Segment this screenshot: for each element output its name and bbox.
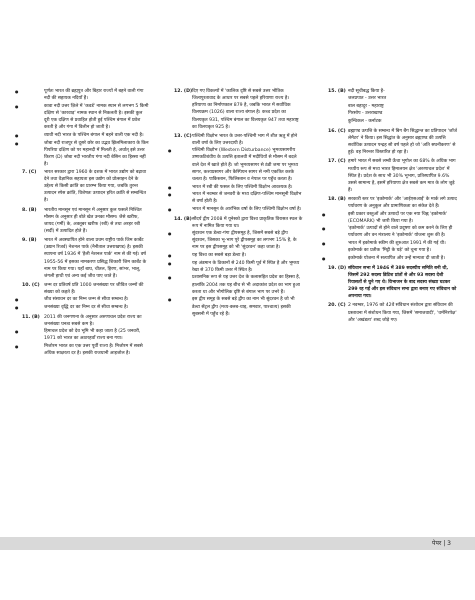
bullet-item	[168, 230, 303, 251]
bullet-icon: ●	[15, 132, 19, 138]
bullet-icon: ●	[15, 329, 19, 334]
answer-text: हमारे भारत में सबसे लम्बी ऊँचा भूगोल का 68% के अधिक भाग मध्यीय रूप से मध्य भारत हिमालयन क्षेत्र 'अरुणाचल प्रदेश' में स्थित है। प्रदेश के साथ भी 30% भूभाग, प्रतिस्थापित 9.6% उससे सामान्य है, इसमें हरियाणा क्षेत्र सबसे कम मात्र के लोग जुड़े हैं।	[348, 159, 456, 194]
bullet-text: सौंदर्य द्वीप 2008 में यूनेस्को द्वारा विश्व प्राकृतिक विरासत स्थल के रूप में नामित किया गया था।	[192, 216, 303, 229]
bullet-item	[15, 328, 149, 342]
answer-number: 17. (C)	[328, 159, 346, 165]
bullet-text: भारत में नवम्बर से जनवरी के मध्य दक्षिण-पश्चिम मानसूनी विक्षोभ से वर्षा होती है।	[192, 192, 302, 205]
bullet-item	[322, 225, 458, 239]
bullet-icon: ●	[168, 207, 172, 212]
bullet-text: जनसंख्या वृद्धि दर का निम्न दर से सीधा सम्बन्ध है।	[44, 305, 129, 311]
answer-text: भारत सरकार द्वारा 1960 के दशक में भारत उद्योग को बढ़ावा देने तथा वैज्ञानिक सहायता इस उद्योग को प्रोत्साहन देने के उद्देश्य से किसी क्रांति का प्रारम्भ किया गया, जबकि तुरन्त उत्पादन स्पेस क्रांति, विशेषतः उत्पादन हरित क्रांति से सम्बन्धित है।	[44, 169, 147, 204]
bullet-text: भारत में मानसून के आरंभिक वर्षा के लिए पश्चिमी विक्षोभ वर्षा है।	[192, 207, 302, 212]
answer-number: 7. (C)	[22, 169, 37, 175]
bullet-text: 'इकोमार्क' उत्पादों से होने वाले प्रदूषण को कम करने के लिए ही पर्यावरण और वन मंत्रालय ने 'इकोमार्क' योजना शुरू की है।	[348, 226, 453, 239]
bullet-item	[15, 103, 149, 132]
answer-number: 14. (B)	[174, 216, 192, 222]
bullet-text: 2011 की जनगणना के अनुसार अरुणाचल प्रदेश राज्य का जनसंख्या घनत्व सबसे कम है।	[44, 314, 142, 327]
bullet-icon: ●	[168, 184, 172, 190]
answer-column-3	[322, 88, 458, 326]
bullet-item	[15, 304, 149, 311]
bullet-text: व्यावी नदी भारत के पश्चिम बंगाल में बहने वाली एक नदी है।	[44, 132, 144, 138]
answer-item	[22, 237, 149, 280]
answer-item	[22, 282, 149, 296]
bullet-text: भारत में इकोमार्क स्कीम की शुरुआत 1991 में की गई थी। इकोमार्क का प्रतीक 'मिट्टी के घड़े' को चुना गया है।	[348, 241, 446, 254]
answer-item	[174, 216, 303, 230]
bullet-item	[168, 191, 303, 205]
bullet-item	[168, 206, 303, 213]
bullet-item	[15, 296, 149, 303]
bullet-text: सुंदरवन एक डेल्टा-गंगा द्वीपसमूह है, जिसमें सबसे बड़े द्वीप सुंदरवन, जिसका भू-भाग पूरे द्वीपसमूह का लगभग 15% है, के नाम पर इस द्वीपसमूह को भी 'सुंदरवन' कहा जाता है।	[192, 230, 297, 251]
bullet-icon: ●	[322, 255, 326, 261]
page-number: पेपर | 3	[432, 540, 451, 547]
bullet-icon: ●	[168, 230, 172, 236]
bullet-text: भारत में रबी की फसल के लिए पश्चिमी विक्षोभ आवश्यक है।	[192, 184, 293, 190]
bullet-icon: ●	[168, 297, 172, 303]
bullet-item	[322, 240, 458, 254]
bullet-item	[168, 274, 303, 295]
answer-number: 11. (B)	[22, 314, 40, 320]
bullet-text: यह विश्व का सबसे बड़ा डेल्टा है।	[192, 252, 247, 258]
answer-text: 2 नवम्बर, 1976 को 42वें संविधान संशोधन द्वारा संविधान की प्रस्तावना में संशोधन किया गया, जिसमें 'समाजवादी', 'धर्मनिरपेक्ष' और 'अखंडता' शब्द जोड़े गए।	[348, 303, 457, 323]
bullet-text: जन्म दर प्रतिवर्ष प्रति 1000 जनसंख्या पर जीवित जन्मों की संख्या को कहते हैं।	[44, 283, 144, 296]
bullet-text: कावा नदी उत्तर ज़िले में 'कवर्ड' नामक स्थान से लगभग 5 किमी दक्षिण से 'कारवाड़' नामक स्थान से निकलती है। इसकी कुल दूरी एक दक्षिण से प्रवाहित होती हुई पश्चिम बंगाल में प्रवेश करती है और गंगा में विलीन हो जाती है।	[44, 103, 149, 131]
bullet-icon: ●	[15, 297, 19, 303]
bullet-item	[168, 184, 303, 191]
answer-number: 20. (C)	[328, 303, 346, 309]
answer-number: 16. (C)	[328, 128, 346, 134]
spacer	[174, 318, 303, 320]
bullet-icon: ●	[15, 305, 19, 311]
bullet-icon: ●	[322, 226, 326, 232]
answer-number: 10. (C)	[22, 283, 40, 289]
answer-number: 18. (B)	[328, 197, 346, 203]
bullet-text: कुन्चिकल - कर्नाटक	[348, 119, 382, 125]
bullet-item	[15, 343, 149, 357]
bullet-item	[168, 296, 303, 317]
answer-text: ब्रह्माण्ड उत्पत्ति के सम्बन्ध में बिग बैंग सिद्धान्त का प्रतिपादन 'जॉर्ज लेमैटर' ने किया। इस सिद्धांत के अनुसार ब्रह्माण्ड की उत्पत्ति सर्वाधिक उत्पादन पन्द्रह सौ वर्ष पहले हो जो 'अति सघनीकरण' से हुई। वह निरन्तर विस्तारित हो रहा है।	[348, 128, 457, 156]
answer-column-2	[168, 88, 303, 320]
bullet-item	[328, 103, 458, 110]
bullet-text: जलप्रपात - उत्तर भारत	[348, 96, 387, 102]
answer-number: 19. (D)	[328, 265, 347, 271]
answer-number: 9. (B)	[22, 238, 37, 244]
bullet-item	[328, 118, 458, 125]
bullet-icon: ●	[168, 148, 172, 154]
bullet-text: प्रशासनिक रूप से यह उत्तर देश के कलासहित प्रदेश का हिस्सा है, हालांकि 2004 तक यह बीच से भी अदाकांश प्रदेश का भाग हुआ करता था और भौगोलिक दृष्टि से बंगाल भाग पर उभरे हैं।	[192, 275, 301, 295]
bullet-text: नदी सूचीबद्ध किया है-	[348, 89, 385, 94]
answer-item	[22, 314, 149, 328]
bullet-item	[322, 255, 458, 262]
answer-number: 12. (D)	[174, 89, 193, 94]
answer-column-1	[15, 88, 149, 360]
answer-item	[328, 128, 458, 157]
answer-text: भारतीय मानसून एवं मानसून में अनुसार कुल फसलें निश्चित मौसम के अनुसार ही बोते खेत उनका मौसम। जैसे खरीफ, जायद (गर्मी) के, अक्तूबर खरीफ (रबी) से तथा अरहर रबी (सर्दी) में उत्पादित होते हैं।	[44, 207, 142, 234]
answer-item	[328, 196, 458, 210]
bullet-item	[15, 140, 149, 169]
bullet-text: जोबा नदी राजपुर से दूसरे छोर का उद्भव झिलमिलाकाय के किन पिपरिया दक्षिण को पर महानदी में मिलती है, अर्थात् इसे उत्तर किरण (D) जोबा नदी भारतीय गंगा नदी बेसिन का हिस्सा नहीं है।	[44, 140, 149, 168]
bullet-text: इस द्वीप समूह के सबसे बड़े द्वीप का नाम भी सुंदरवन है जो भी डेल्टा सेंट्रल द्वीप (मध्य-क्लब-थाइ, समवार, पाश्चात्य) इसकी सुबसनी में पहुँच रहे हैं।	[192, 297, 295, 317]
page-footer	[0, 537, 475, 550]
bullet-text: मिजोरम भारत का एक उत्तर पूर्वी राज्य है। मिजोरम में सबसे अधिक साक्षरता दर है। इसकी राजधानी आइजोल है।	[44, 343, 143, 356]
bullet-item	[15, 132, 149, 139]
bullet-icon: ●	[168, 192, 172, 198]
bullet-text: पश्चिमी विक्षोभ (Western Disturbance) भूमध्यसागरीय उष्णकटिबंधीय के उत्पत्ति इतालवी में मदीधियों से मौसम में बदले वाले देश में खाते होते हैं। जो भूमध्यसागर से ठंडी जमा पर भूमध्य सागर, कश्यप्रसागर और कैस्पियन सागर से नमी एकत्रित करके चलता है। पाकिस्तान, फिलिस्तान व नेपाल पर पहुँच करता है।	[192, 148, 299, 182]
spacer	[22, 358, 149, 360]
spacer	[328, 324, 458, 326]
answer-number: 15. (B)	[328, 89, 346, 94]
bullet-icon: ●	[322, 241, 326, 247]
bullet-text: पूर्णतः भारत की ब्रह्मपुत्र और बिहार राज्यों में बहने वाली गंगा नदी की सहायक नदियाँ हैं।	[44, 89, 144, 102]
bullet-item	[322, 211, 458, 225]
answer-item	[328, 265, 458, 301]
answer-item	[22, 207, 149, 236]
answer-item	[328, 88, 458, 95]
bullet-text: इसी प्रकार वस्तुओं और उत्पादों पर एक नया चिह्न 'इकोमार्क' (ECOMARK) भी जारी किया गया है।	[348, 211, 448, 224]
answer-number: 8. (B)	[22, 207, 37, 213]
answer-item	[22, 169, 149, 205]
answer-item	[174, 133, 303, 147]
bullet-icon: ●	[168, 252, 172, 258]
answer-text: भारत में अवस्थापित होने वाला प्रथम राष्ट्रीय पार्क जिम कार्बेट (उद्यान रिजर्व) नेशनल पार्क (नैनीताल उत्तराखण्ड) है। इसकी स्थापना वर्ष 1936 में 'हैली नेशनल पार्क' नाम से की गई। वर्ष 1955-56 में इसका नामकरण प्रसिद्ध शिकारी जिम कार्बेट के नाम पर किया गया। यहाँ बाघ, चीतल, हिरण, सांभर, भालू, जंगली हाथी एवं अन्य कई जीव पाए जाते हैं।	[44, 238, 147, 279]
bullet-text: यह अंडमान के ठिकानों से 240 किमी पूर्व में स्थित है और भूमध्य रेखा से 370 किमी उत्तर में स्थित है।	[192, 260, 300, 273]
bullet-icon: ●	[15, 343, 19, 349]
bullet-item	[15, 88, 149, 102]
answer-item	[174, 88, 303, 131]
bullet-text: हिमाचल प्रदेश को देव भूमि भी कहा जाता है (25 जनवरी, 1971 को भारत का अठारहवाँ राज्य बना गया।	[44, 329, 141, 342]
bullet-item	[328, 110, 458, 117]
bullet-text: गिरसोप - उत्तराखण्ड	[348, 111, 383, 117]
bullet-text: बाल बहादुर - महाराष्ट्र	[348, 103, 384, 109]
bullet-item	[168, 252, 303, 259]
bullet-text: सरकारी स्तर पर 'इकोमार्क' और 'आईएसआई' के मार्क लगे उत्पाद पर्यावरण के अनुकूल और प्रामाणिकता का संकेत देते हैं।	[348, 197, 457, 210]
bullet-icon: ●	[322, 211, 326, 217]
bullet-text: पश्चिमी विक्षोभ भारत के उत्तर-पश्चिमी भाग में शीत ऋतु में होने वाली वर्षा के लिए उत्तरदायी है।	[192, 133, 298, 147]
answer-item	[328, 158, 458, 194]
bullet-text: जीव संसाधन दर का निम्न जन्म से सीधा सम्बन्ध है।	[44, 297, 129, 303]
bullet-icon: ●	[15, 89, 19, 94]
bullet-item	[168, 260, 303, 274]
answer-item	[328, 302, 458, 323]
bullet-item	[328, 95, 458, 102]
bullet-icon: ●	[15, 140, 19, 146]
bullet-item	[168, 147, 303, 183]
bullet-icon: ●	[168, 275, 172, 281]
answer-text: संविधान सभा में 1946 में 389 सदस्यीय समिति बनी थी, जिसमें 292 सदस्य ब्रिटिश प्रांतों से और 93 सदस्य देशी रियासतों से चुने गए थे। विभाजन के बाद सदस्य संख्या घटकर 299 रह गई और इस संविधान सभा द्वारा बनाए गए संविधान को अपनाया गया।	[348, 265, 457, 300]
bullet-text: इकोमार्क योजना में सत्यापित और उन्हें मान्यता दी जाती है।	[348, 255, 445, 261]
bullet-icon: ●	[15, 103, 19, 109]
answer-text: दिए गए विकल्पों में 'कालिक दृष्टि से सबसे उत्तर भौतिक जिलापुरतावाद के आधार पर सबसे पहले हरियाणा राज्य है। हरियाणा का निर्माणकाल 879 है, जबकि भारत में सर्वाधिक विलयक्रम (1026) वाला राज्य बंगाल है। कच्च प्रदेश का विलयकृत 931, पश्चिम बंगाल का विलयकृत 947 तथा महाराष्ट्र का विलयकृत 925 है।	[192, 89, 299, 130]
answer-number: 13. (C)	[174, 133, 192, 139]
bullet-icon: ●	[168, 260, 172, 266]
